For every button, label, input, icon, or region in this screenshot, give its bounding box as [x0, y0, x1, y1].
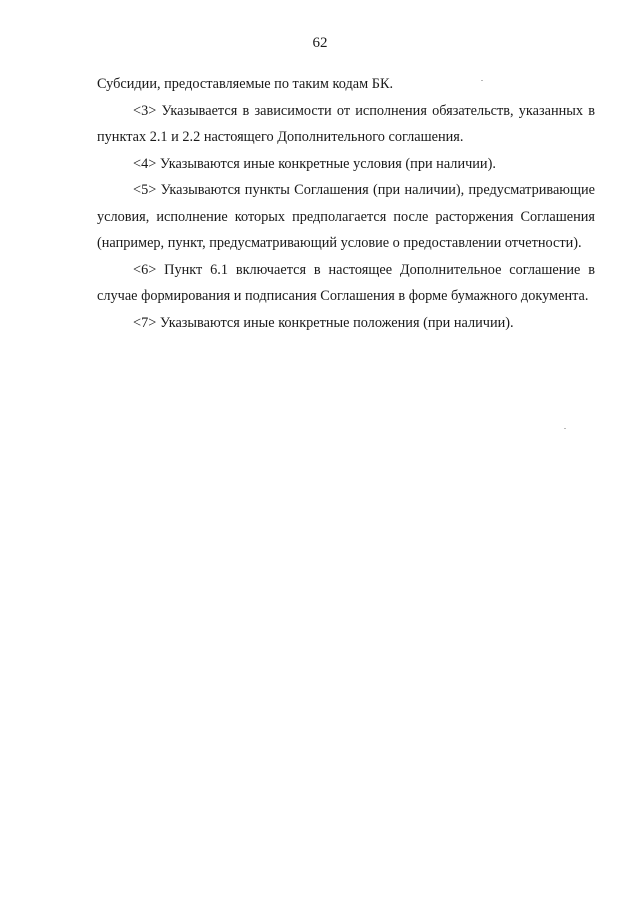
footnote-4: <4> Указываются иные конкретные условия (при наличии).	[133, 155, 496, 172]
scan-speck	[564, 428, 566, 429]
page-number: 62	[312, 35, 328, 51]
footnote-5: <5> Указываются пункты Соглашения (при наличии), предусматривающие условия, исполнение которых предполагается после расторжения Соглашения (например, пункт, предусматривающий условие о предоставлении отчетности).	[97, 182, 595, 251]
footnote-7: <7> Указываются иные конкретные положения (при наличии).	[133, 314, 514, 331]
paragraph-continuation: Субсидии, предоставляемые по таким кодам БК.	[97, 76, 394, 92]
footnote-6: <6> Пункт 6.1 включается в настоящее Дополнительное соглашение в случае формирования и подписания Соглашения в форме бумажного документа.	[97, 261, 595, 304]
footnote-3: <3> Указывается в зависимости от исполнения обязательств, указанных в пунктах 2.1 и 2.2 настоящего Дополнительного соглашения.	[97, 102, 595, 145]
document-body	[97, 71, 595, 336]
scan-speck	[481, 80, 483, 81]
